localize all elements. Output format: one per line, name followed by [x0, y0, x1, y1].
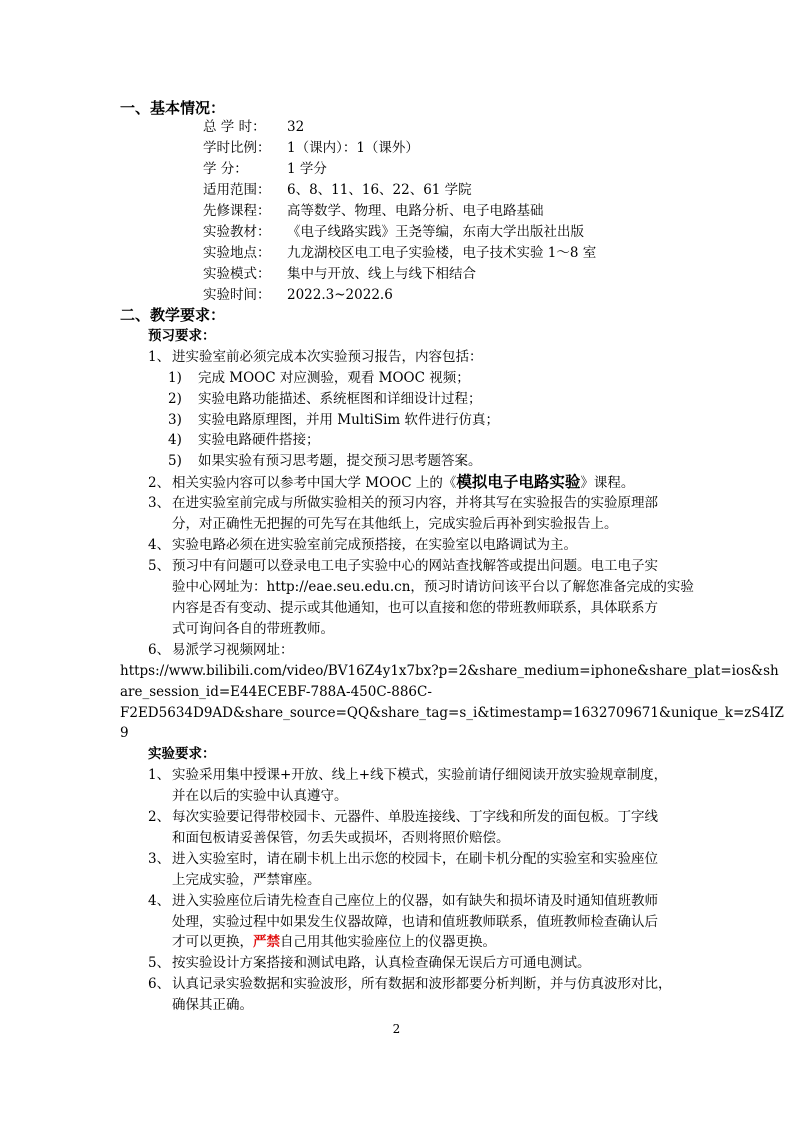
info-row-location: [203, 243, 596, 263]
info-row-scope: [203, 180, 472, 200]
section1-heading: 一、基本情况：: [120, 99, 226, 117]
sub-item: 2) 实验电路功能描述、系统框图和详细设计过程；: [168, 391, 482, 407]
list-item: 2、 相关实验内容可以参考中国大学 MOOC 上的《模拟电子电路实验》课程。: [148, 472, 635, 491]
list-item-continuation: 式可询问各自的带班教师。: [172, 621, 334, 637]
mooc-course-name: 模拟电子电路实验: [456, 472, 581, 491]
list-item: 5、 预习中有问题可以登录电工电子实验中心的网站查找解答或提出问题。电工电子实: [148, 558, 658, 574]
info-row-hours: [203, 117, 304, 137]
info-value: 1（课内）：1（课外）: [287, 140, 419, 156]
info-label: 总 学 时：: [203, 119, 266, 135]
list-item-continuation: 内容是否有变动、提示或其他通知，也可以直接和您的带班教师联系，具体联系方: [172, 600, 658, 616]
sub-item: 3) 实验电路原理图，并用 MultiSim 软件进行仿真；: [168, 412, 500, 428]
info-value: 集中与开放、线上与线下相结合: [287, 266, 476, 282]
list-item-continuation: 处理，实验过程中如果发生仪器故障，也请和值班教师联系，值班教师检查确认后: [172, 914, 658, 930]
info-label: 学 分：: [203, 161, 248, 177]
video-url-line[interactable]: F2ED5634D9AD&share_source=QQ&share_tag=s_i&timestamp=1632709671&unique_k=zS4IZ: [120, 705, 784, 721]
list-item: 1、 进实验室前必须完成本次实验预习报告，内容包括：: [148, 349, 483, 365]
list-item: 6、 易派学习视频网址：: [148, 642, 294, 658]
info-row-prereq: [203, 201, 544, 221]
list-item-continuation: 并在以后的实验中认真遵守。: [172, 788, 348, 804]
info-value: 32: [287, 119, 305, 135]
info-label: 实验模式：: [203, 266, 271, 282]
info-row-credits: [203, 159, 327, 179]
info-value: 九龙湖校区电工电子实验楼，电子技术实验 1～8 室: [287, 245, 597, 261]
sub-item: 4) 实验电路硬件搭接；: [168, 432, 320, 448]
sub-item: 1) 完成 MOOC 对应测验，观看 MOOC 视频；: [168, 370, 470, 386]
list-item: 6、 认真记录实验数据和实验波形，所有数据和波形都要分析判断，并与仿真波形对比，: [148, 976, 672, 992]
preview-heading: 预习要求：: [148, 328, 216, 344]
list-item-continuation: 验中心网址为：http://eae.seu.edu.cn，预习时请访问该平台以了解您准备完成的实验: [172, 579, 694, 595]
info-value: 6、8、11、16、22、61 学院: [287, 182, 472, 198]
info-value: 《电子线路实践》王尧等编，东南大学出版社出版: [287, 224, 584, 240]
item-number: 1、: [148, 349, 171, 365]
info-label: 实验时间：: [203, 287, 271, 303]
list-item: 3、 在进实验室前完成与所做实验相关的预习内容，并将其写在实验报告的实验原理部: [148, 495, 658, 511]
info-row-mode: [203, 264, 476, 284]
info-label: 实验地点：: [203, 245, 271, 261]
video-url-line[interactable]: https://www.bilibili.com/video/BV16Z4y1x7bx?p=2&share_medium=iphone&share_plat=ios&sh: [120, 663, 779, 679]
list-item: 3、 进入实验室时，请在刷卡机上出示您的校园卡，在刷卡机分配的实验室和实验座位: [148, 851, 658, 867]
list-item: 4、 进入实验座位后请先检查自己座位上的仪器，如有缺失和损坏请及时通知值班教师: [148, 893, 658, 909]
info-label: 实验教材：: [203, 224, 271, 240]
video-url-line[interactable]: are_session_id=E44ECEBF-788A-450C-886C-: [120, 684, 432, 700]
experiment-heading: 实验要求：: [148, 746, 216, 762]
info-label: 学时比例：: [203, 140, 271, 156]
sub-item: 5) 如果实验有预习思考题，提交预习思考题答案。: [168, 453, 482, 469]
list-item: 1、 实验采用集中授课+开放、线上+线下模式，实验前请仔细阅读开放实验规章制度，: [148, 767, 668, 783]
section2-heading: 二、教学要求：: [120, 306, 226, 324]
info-label: 先修课程：: [203, 203, 271, 219]
list-item-continuation: 确保其正确。: [172, 997, 253, 1013]
list-item-continuation: 上完成实验，严禁窜座。: [172, 872, 321, 888]
list-item: 4、 实验电路必须在进实验室前完成预搭接，在实验室以电路调试为主。: [148, 537, 577, 553]
info-value: 高等数学、物理、电路分析、电子电路基础: [287, 203, 544, 219]
list-item: 2、 每次实验要记得带校园卡、元器件、单股连接线、丁字线和所发的面包板。丁字线: [148, 809, 658, 825]
info-label: 适用范围：: [203, 182, 271, 198]
info-row-textbook: [203, 222, 584, 242]
info-value: 1 学分: [287, 161, 327, 177]
info-row-time: [203, 285, 393, 305]
list-item-continuation: 才可以更换，严禁自己用其他实验座位上的仪器更换。: [172, 934, 496, 950]
info-value: 2022.3~2022.6: [287, 287, 393, 303]
video-url-line[interactable]: 9: [120, 725, 129, 741]
list-item-continuation: 和面包板请妥善保管，勿丢失或损坏，否则将照价赔偿。: [172, 830, 510, 846]
page-number: 2: [392, 1022, 401, 1036]
list-item-continuation: 分，对正确性无把握的可先写在其他纸上，完成实验后再补到实验报告上。: [172, 516, 618, 532]
list-item: 5、 按实验设计方案搭接和测试电路，认真检查确保无误后方可通电测试。: [148, 955, 591, 971]
info-row-ratio: [203, 138, 419, 158]
prohibited-emphasis: 严禁: [253, 934, 280, 950]
